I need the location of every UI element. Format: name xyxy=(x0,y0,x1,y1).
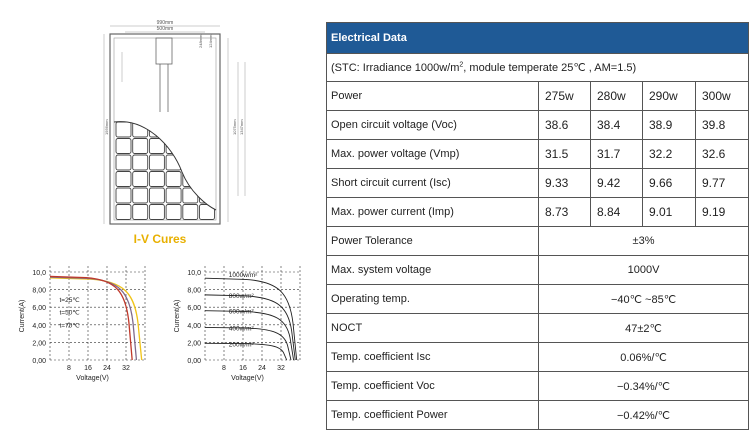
table-row xyxy=(327,285,749,314)
solar-cell xyxy=(166,155,181,170)
table-header-row xyxy=(327,23,749,54)
electrical-data-table xyxy=(326,22,749,430)
legend-label: t=25℃ xyxy=(59,296,80,304)
module-drawing xyxy=(0,0,320,232)
row-label: Max. power current (Imp) xyxy=(327,198,539,227)
x-tick-label: 24 xyxy=(103,365,111,372)
row-value: 290w xyxy=(643,82,696,111)
row-value: 31.7 xyxy=(591,140,643,169)
solar-cell xyxy=(166,172,181,187)
row-value: 32.6 xyxy=(696,140,749,169)
table-row xyxy=(327,82,749,111)
row-value: 47±2℃ xyxy=(539,314,749,343)
solar-cell xyxy=(149,188,164,203)
row-label: Temp. coefficient Isc xyxy=(327,343,539,372)
row-value: 8.73 xyxy=(539,198,591,227)
solar-cell xyxy=(183,139,198,154)
row-value: 8.84 xyxy=(591,198,643,227)
row-value: 9.77 xyxy=(696,169,749,198)
legend-label: t=70℃ xyxy=(59,322,80,330)
solar-cell xyxy=(166,205,181,220)
table-row xyxy=(327,198,749,227)
legend-label: 200w/m² xyxy=(228,341,254,349)
solar-cell xyxy=(116,139,131,154)
row-label: Operating temp. xyxy=(327,285,539,314)
solar-cell xyxy=(183,188,198,203)
y-tick-label: 10,0 xyxy=(187,270,201,277)
table-row xyxy=(327,401,749,430)
legend-label: 600w/m² xyxy=(228,308,254,316)
solar-cell xyxy=(200,139,215,154)
dim-right-a: 1075mm xyxy=(232,119,237,135)
row-value: 1000V xyxy=(539,256,749,285)
solar-cell xyxy=(133,139,148,154)
row-value: 9.66 xyxy=(643,169,696,198)
solar-cells xyxy=(116,122,215,220)
solar-cell xyxy=(133,172,148,187)
junction-box xyxy=(156,38,172,64)
solar-cell xyxy=(116,205,131,220)
row-value: 31.5 xyxy=(539,140,591,169)
x-tick-label: 16 xyxy=(239,365,247,372)
y-axis-label: Current(A) xyxy=(174,299,181,333)
table-row xyxy=(327,314,749,343)
y-axis-label: Current(A) xyxy=(19,299,26,333)
row-value: 0.06%/℃ xyxy=(539,343,749,372)
solar-cell xyxy=(116,172,131,187)
row-value: −0.34%/℃ xyxy=(539,372,749,401)
row-label: Temp. coefficient Power xyxy=(327,401,539,430)
solar-cell xyxy=(200,188,215,203)
y-tick-label: 0,00 xyxy=(187,358,201,365)
row-value: 38.4 xyxy=(591,111,643,140)
dim-jbox-b: 124mm xyxy=(208,34,213,48)
solar-cell xyxy=(200,122,215,137)
solar-cell xyxy=(166,122,181,137)
dim-jbox-a: 248mm xyxy=(198,34,203,48)
solar-cell xyxy=(183,205,198,220)
row-label: Power xyxy=(327,82,539,111)
solar-cell xyxy=(149,205,164,220)
table-row xyxy=(327,343,749,372)
y-tick-label: 0,00 xyxy=(32,358,46,365)
solar-cell xyxy=(149,122,164,137)
solar-cell xyxy=(116,188,131,203)
row-label: Max. power voltage (Vmp) xyxy=(327,140,539,169)
dim-height: 1956mm xyxy=(104,119,109,135)
solar-cell xyxy=(116,122,131,137)
x-tick-label: 8 xyxy=(222,365,226,372)
legend-label: t=50℃ xyxy=(59,309,80,317)
row-value: 9.33 xyxy=(539,169,591,198)
table-row xyxy=(327,256,749,285)
table-row xyxy=(327,372,749,401)
y-tick-label: 4,00 xyxy=(187,322,201,330)
solar-cell xyxy=(200,205,215,220)
row-value: 280w xyxy=(591,82,643,111)
row-value: 300w xyxy=(696,82,749,111)
y-tick-label: 8,00 xyxy=(32,287,46,295)
solar-cell xyxy=(149,172,164,187)
x-tick-label: 32 xyxy=(277,365,285,372)
x-tick-label: 16 xyxy=(84,365,92,372)
solar-cell xyxy=(166,188,181,203)
y-tick-label: 8,00 xyxy=(187,287,201,295)
solar-cell xyxy=(183,122,198,137)
iv-chart-temperature xyxy=(0,258,160,388)
solar-cell xyxy=(133,155,148,170)
row-value: 38.6 xyxy=(539,111,591,140)
left-panel xyxy=(0,0,320,446)
solar-cell xyxy=(149,155,164,170)
row-label: Max. system voltage xyxy=(327,256,539,285)
row-value: 39.8 xyxy=(696,111,749,140)
row-value: 9.01 xyxy=(643,198,696,227)
dim-top-inner: 500mm xyxy=(156,26,174,32)
y-tick-label: 6,00 xyxy=(32,305,46,313)
iv-curves-title: I-V Cures xyxy=(133,232,187,246)
dim-right-b: 1347mm xyxy=(239,119,244,135)
legend-label: 800w/m² xyxy=(228,292,254,300)
stc-note-row xyxy=(327,54,749,82)
solar-cell xyxy=(133,205,148,220)
row-value: 9.42 xyxy=(591,169,643,198)
x-tick-label: 32 xyxy=(122,365,130,372)
x-axis-label: Voltage(V) xyxy=(76,375,109,382)
y-tick-label: 2,00 xyxy=(32,340,46,348)
row-value: −0.42%/℃ xyxy=(539,401,749,430)
table-title: Electrical Data xyxy=(327,23,749,54)
solar-cell xyxy=(183,155,198,170)
row-value: ±3% xyxy=(539,227,749,256)
y-tick-label: 2,00 xyxy=(187,340,201,348)
row-label: Open circuit voltage (Voc) xyxy=(327,111,539,140)
x-axis-label: Voltage(V) xyxy=(231,375,264,382)
solar-cell xyxy=(200,155,215,170)
legend-label: 1000w/m² xyxy=(228,272,258,280)
row-label: Short circuit current (Isc) xyxy=(327,169,539,198)
row-value: 275w xyxy=(539,82,591,111)
solar-cell xyxy=(166,139,181,154)
row-value: −40℃ ~85℃ xyxy=(539,285,749,314)
legend-label: 400w/m² xyxy=(228,325,254,333)
row-label: Temp. coefficient Voc xyxy=(327,372,539,401)
x-tick-label: 24 xyxy=(258,365,266,372)
solar-cell xyxy=(116,155,131,170)
table-row xyxy=(327,111,749,140)
row-value: 9.19 xyxy=(696,198,749,227)
row-value: 32.2 xyxy=(643,140,696,169)
x-tick-label: 8 xyxy=(67,365,71,372)
row-label: Power Tolerance xyxy=(327,227,539,256)
table-row xyxy=(327,169,749,198)
solar-cell xyxy=(200,172,215,187)
y-tick-label: 4,00 xyxy=(32,322,46,330)
iv-chart-irradiance xyxy=(155,258,315,388)
solar-cell xyxy=(133,188,148,203)
y-tick-label: 6,00 xyxy=(187,305,201,313)
stc-note: (STC: Irradiance $1000w/m^2$, module temperate 25℃ , AM=1.5) xyxy=(327,54,749,82)
table-row xyxy=(327,227,749,256)
row-value: 38.9 xyxy=(643,111,696,140)
row-label: NOCT xyxy=(327,314,539,343)
y-tick-label: 10,0 xyxy=(32,270,46,277)
dim-top-outer: 990mm xyxy=(156,20,174,26)
table-row xyxy=(327,140,749,169)
